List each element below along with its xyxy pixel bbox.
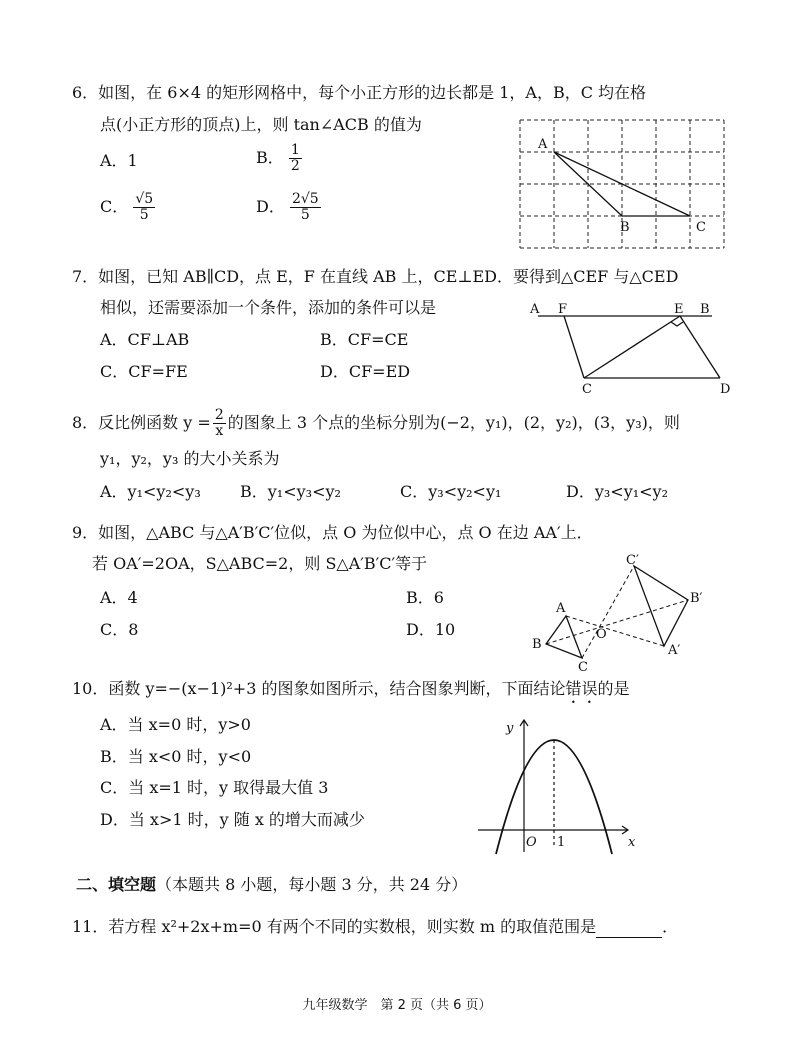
q6-option-a: A．1: [100, 151, 138, 170]
q7-option-d: D．CF=ED: [320, 362, 411, 381]
q10-parabola-figure: [478, 716, 638, 856]
q7-segment-ed: [680, 316, 720, 378]
q6-option-d-label: D．: [256, 197, 285, 216]
q6-option-d: [256, 192, 321, 223]
q11-answer-blank[interactable]: [596, 921, 662, 938]
q9-label-o: O: [596, 627, 607, 642]
q11-line: [72, 916, 678, 938]
q7-line1: 7．如图，已知 AB∥CD，点 E，F 在直线 AB 上，CE⊥ED．要得到△CEF 与△CED: [72, 267, 679, 286]
q9-triangle-a2b2c2: [634, 566, 688, 646]
q6-option-c: [100, 192, 155, 223]
q7-label-b: B: [700, 302, 710, 317]
q7-label-d: D: [720, 382, 731, 397]
q10-line1-post: 的是: [597, 679, 630, 698]
q9-label-a2: A′: [668, 643, 681, 658]
q10-label-x: x: [628, 835, 636, 850]
q10-option-a: A．当 x=0 时，y>0: [100, 715, 251, 734]
q9-line-bb2: [546, 600, 688, 644]
q9-option-d: D．10: [406, 620, 456, 639]
q7-right-angle-mark: [671, 322, 683, 326]
q7-figure: [528, 300, 740, 396]
q6-option-c-den: 5: [139, 207, 149, 223]
q6-grid-figure: [520, 120, 730, 252]
q7-option-b: B．CF=CE: [320, 330, 409, 349]
q6-label-b: B: [620, 220, 630, 235]
q6-label-a: A: [538, 137, 548, 152]
q7-label-a: A: [530, 302, 540, 317]
q7-label-e: E: [674, 302, 684, 317]
section-title: 二、填空题: [76, 875, 157, 894]
q7-option-a: A．CF⊥AB: [100, 330, 190, 349]
q10-line1-emphasis: 错误: [565, 679, 598, 698]
q10-option-b: B．当 x<0 时，y<0: [100, 747, 252, 766]
q10-label-origin: O: [526, 835, 537, 850]
q10-option-d: D．当 x>1 时，y 随 x 的增大而减少: [100, 810, 365, 829]
q9-triangle-abc: [546, 616, 582, 658]
q6-option-b-den: 2: [290, 158, 300, 174]
section-heading: [76, 872, 467, 895]
q6-line1: 6．如图，在 6×4 的矩形网格中，每个小正方形的边长都是 1，A，B，C 均在格: [72, 83, 647, 102]
q9-option-b: B．6: [406, 588, 444, 607]
q10-line1: [72, 678, 630, 707]
q9-line-aa2: [566, 616, 664, 646]
q8-suffix: 的图象上 3 个点的坐标分别为(−2，y₁)，(2，y₂)，(3，y₃)，则: [227, 413, 680, 432]
q6-option-b-num: 1: [290, 142, 300, 158]
q7-option-c: C．CF=FE: [100, 362, 188, 381]
q11-end: ．: [662, 917, 679, 936]
q9-option-a: A．4: [100, 588, 138, 607]
q6-option-c-label: C．: [100, 197, 129, 216]
q7-segment-ce: [584, 316, 680, 378]
q7-segment-cf: [564, 316, 584, 378]
q8-frac-den: x: [215, 423, 224, 439]
q6-option-d-num: 2√5: [291, 191, 319, 207]
q8-option-c: C．y₃<y₂<y₁: [400, 482, 502, 501]
q8-line1: [72, 408, 680, 439]
q9-homothety-figure: [530, 550, 730, 675]
q9-label-b2: B′: [690, 591, 703, 606]
q6-line2: 点(小正方形的顶点)上，则 tan∠ACB 的值为: [100, 115, 422, 134]
q9-line2: 若 OA′=2OA，S△ABC=2，则 S△A′B′C′等于: [92, 554, 428, 573]
q8-prefix: 8．反比例函数 y =: [72, 413, 211, 432]
q6-label-c: C: [696, 220, 706, 235]
q8-option-b: B．y₁<y₃<y₂: [240, 482, 341, 501]
q7-line2: 相似，还需要添加一个条件，添加的条件可以是: [100, 298, 437, 317]
q6-option-b: [256, 143, 302, 174]
q6-option-c-num: √5: [135, 191, 154, 207]
q9-label-a: A: [556, 601, 566, 616]
q8-line2: y₁，y₂，y₃ 的大小关系为: [100, 449, 280, 468]
q8-option-a: A．y₁<y₂<y₃: [100, 482, 201, 501]
q8-frac-num: 2: [214, 407, 224, 423]
q10-label-y: y: [506, 721, 514, 736]
q7-label-c: C: [582, 382, 592, 397]
q6-option-b-label: B．: [256, 148, 284, 167]
q9-option-c: C．8: [100, 620, 139, 639]
q11-text: 11．若方程 x²+2x+m=0 有两个不同的实数根，则实数 m 的取值范围是: [72, 917, 597, 936]
q6-option-d-den: 5: [300, 207, 310, 223]
page-footer: 九年级数学 第 2 页（共 6 页）: [302, 998, 492, 1013]
q9-line-cc2: [582, 566, 634, 658]
section-note: （本题共 8 小题，每小题 3 分，共 24 分）: [156, 875, 468, 894]
q9-label-c: C: [578, 660, 588, 675]
q8-option-d: D．y₃<y₁<y₂: [566, 482, 669, 501]
q10-line1-pre: 10．函数 y=−(x−1)²+3 的图象如图所示，结合图象判断，下面结论: [72, 679, 566, 698]
q9-label-c2: C′: [626, 553, 639, 568]
q9-label-b: B: [532, 637, 542, 652]
q7-label-f: F: [558, 302, 568, 317]
q10-label-one: 1: [557, 835, 566, 850]
q10-option-c: C．当 x=1 时，y 取得最大值 3: [100, 778, 329, 797]
q9-line1: 9．如图，△ABC 与△A′B′C′位似，点 O 为位似中心，点 O 在边 AA′上．: [72, 523, 593, 542]
